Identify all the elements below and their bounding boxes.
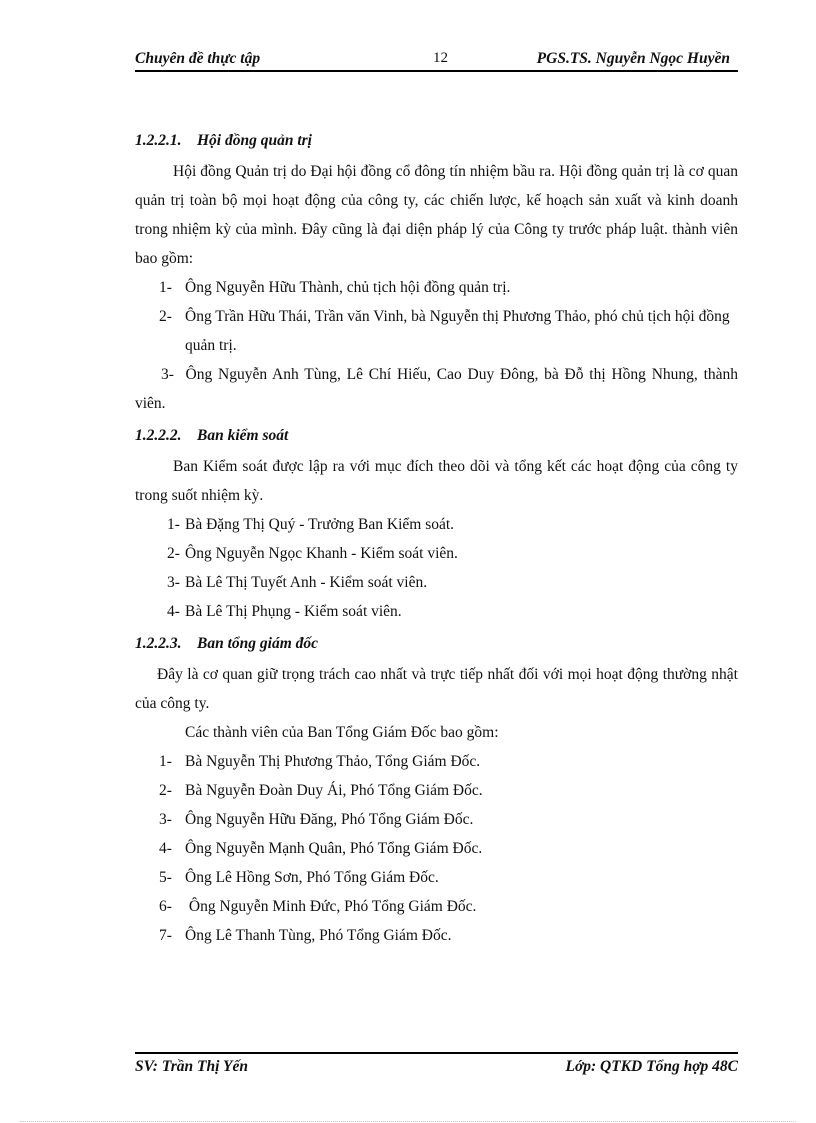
list-number: 6- [159, 898, 172, 915]
list-item [135, 921, 738, 950]
list-item [135, 834, 738, 863]
list-number: 1- [159, 753, 172, 770]
list-item [135, 863, 738, 892]
list-text: Bà Lê Thị Phụng - Kiểm soát viên. [185, 603, 402, 620]
list-item [135, 360, 738, 418]
list-text: Ông Trần Hữu Thái, Trần văn Vinh, bà Nguyễn thị Phương Thảo, phó chủ tịch hội đồng quản trị. [185, 308, 730, 354]
list-item [135, 273, 738, 302]
list-item [135, 747, 738, 776]
footer-student: SV: Trần Thị Yến [135, 1058, 248, 1075]
section-number: 1.2.2.3. [135, 635, 182, 652]
list-item [135, 776, 738, 805]
list-number: 7- [159, 927, 172, 944]
list-text: Ông Nguyễn Minh Đức, Phó Tổng Giám Đốc. [188, 898, 477, 915]
main-content [135, 131, 738, 950]
list-item [135, 597, 738, 626]
list-number: 2- [167, 545, 180, 562]
list-item [135, 510, 738, 539]
list-item [135, 568, 738, 597]
section-intro: Các thành viên của Ban Tổng Giám Đốc bao gồm: [185, 724, 499, 741]
list-text: Ông Nguyễn Mạnh Quân, Phó Tổng Giám Đốc. [185, 840, 483, 857]
list-number: 1- [159, 279, 172, 296]
section-paragraph: Ban Kiểm soát được lập ra với mục đích theo dõi và tổng kết các hoạt động của công ty trong suốt nhiệm kỳ. [135, 458, 738, 504]
list-text: Bà Đặng Thị Quý - Trưởng Ban Kiểm soát. [185, 516, 455, 533]
section-paragraph: Đây là cơ quan giữ trọng trách cao nhất và trực tiếp nhất đối với mọi hoạt động thường nhật của công ty. [135, 666, 738, 712]
section-title: Ban tổng giám đốc [197, 635, 319, 652]
list-number: 2- [159, 782, 172, 799]
list-text: Ông Nguyễn Ngọc Khanh - Kiểm soát viên. [185, 545, 458, 562]
page-edge-divider [20, 1121, 796, 1122]
list-text: Ông Nguyễn Hữu Thành, chủ tịch hội đồng quản trị. [185, 279, 511, 296]
list-text: Bà Nguyễn Đoàn Duy Ái, Phó Tổng Giám Đốc. [185, 782, 483, 799]
list-number: 2- [159, 308, 172, 325]
section-heading [135, 426, 738, 446]
list-number: 1- [167, 516, 180, 533]
section-title: Hội đồng quản trị [197, 132, 312, 149]
page-number: 12 [433, 50, 448, 66]
list-text: Ông Lê Thanh Tùng, Phó Tổng Giám Đốc. [185, 927, 452, 944]
header-title: Chuyên đề thực tập [135, 50, 261, 67]
list-text: Bà Lê Thị Tuyết Anh - Kiểm soát viên. [185, 574, 428, 591]
section-heading [135, 634, 738, 654]
list-item [135, 805, 738, 834]
section-title: Ban kiểm soát [197, 427, 289, 444]
list-item [135, 539, 738, 568]
list-text: Bà Nguyễn Thị Phương Thảo, Tổng Giám Đốc. [185, 753, 481, 770]
list-text: Ông Nguyễn Anh Tùng, Lê Chí Hiếu, Cao Duy Đông, bà Đỗ thị Hồng Nhung, thành viên. [135, 366, 738, 412]
page-header [135, 48, 738, 72]
page-footer [135, 1052, 738, 1080]
section-number: 1.2.2.2. [135, 427, 182, 444]
list-number: 4- [159, 840, 172, 857]
list-number: 3- [159, 811, 172, 828]
header-author: PGS.TS. Nguyễn Ngọc Huyền [536, 50, 730, 67]
list-text: Ông Lê Hồng Sơn, Phó Tổng Giám Đốc. [185, 869, 439, 886]
section-paragraph: Hội đồng Quản trị do Đại hội đồng cổ đông tín nhiệm bầu ra. Hội đồng quản trị là cơ quan quản trị toàn bộ mọi hoạt động của công ty, các chiến lược, kế hoạch sản xuất và kinh doanh trong nhiệm kỳ của mình. Đây cũng là đại diện pháp lý của Công ty trước pháp luật. thành viên bao gồm: [135, 163, 738, 267]
list-item [135, 892, 738, 921]
list-number: 5- [159, 869, 172, 886]
list-number: 3- [167, 574, 180, 591]
section-heading [135, 131, 738, 151]
list-number: 3- [161, 366, 174, 383]
list-text: Ông Nguyễn Hữu Đăng, Phó Tổng Giám Đốc. [185, 811, 474, 828]
list-item [135, 302, 740, 360]
footer-class: Lớp: QTKD Tổng hợp 48C [565, 1058, 738, 1075]
section-number: 1.2.2.1. [135, 132, 182, 149]
list-number: 4- [167, 603, 180, 620]
